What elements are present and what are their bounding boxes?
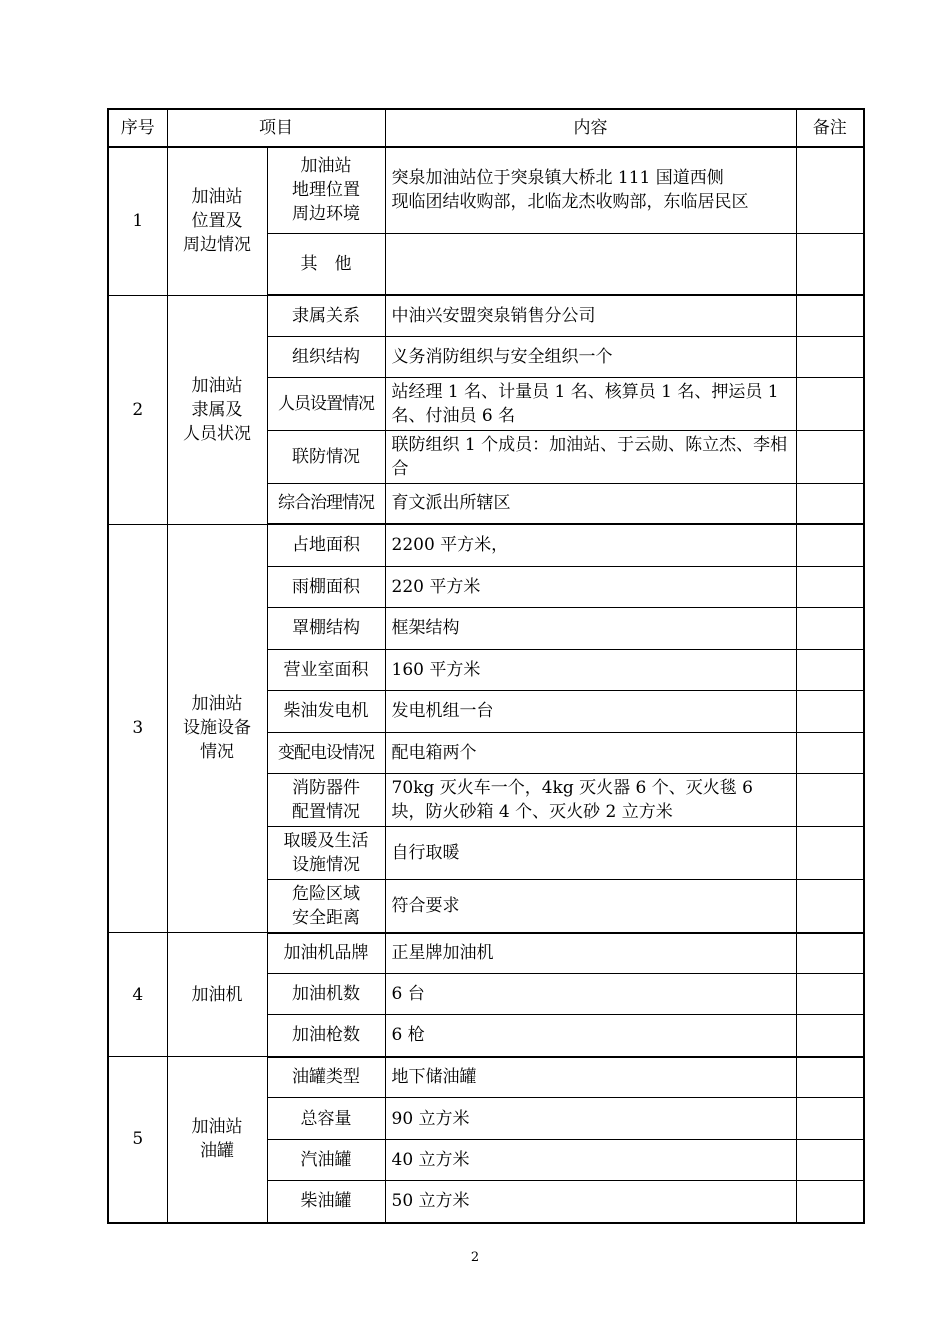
item-label: 其 他 bbox=[267, 233, 385, 295]
item-label: 雨棚面积 bbox=[267, 566, 385, 607]
item-label: 柴油罐 bbox=[267, 1181, 385, 1223]
item-content: 育文派出所辖区 bbox=[385, 483, 796, 524]
item-content: 70kg 灭火车一个，4kg 灭火器 6 个、灭火毯 6 块，防火砂箱 4 个、灭火砂 2 立方米 bbox=[385, 773, 796, 826]
item-content: 突泉加油站位于突泉镇大桥北 111 国道西侧 现临团结收购部，北临龙杰收购部，东临居民区 bbox=[385, 147, 796, 233]
item-remark bbox=[796, 1098, 864, 1140]
group-number: 4 bbox=[108, 933, 167, 1057]
item-content: 40 立方米 bbox=[385, 1140, 796, 1181]
item-remark bbox=[796, 336, 864, 377]
item-content: 符合要求 bbox=[385, 879, 796, 933]
group-name: 加油站 位置及 周边情况 bbox=[167, 147, 267, 295]
item-remark bbox=[796, 974, 864, 1015]
item-remark bbox=[796, 607, 864, 649]
item-remark bbox=[796, 879, 864, 933]
table-row bbox=[108, 147, 864, 233]
item-label: 综合治理情况 bbox=[267, 483, 385, 524]
table-row bbox=[108, 524, 864, 566]
item-content bbox=[385, 233, 796, 295]
item-remark bbox=[796, 649, 864, 690]
table-row bbox=[108, 1057, 864, 1098]
item-remark bbox=[796, 1057, 864, 1098]
group-number: 3 bbox=[108, 524, 167, 933]
item-remark bbox=[796, 233, 864, 295]
item-label: 加油枪数 bbox=[267, 1015, 385, 1057]
group-number: 5 bbox=[108, 1057, 167, 1223]
item-remark bbox=[796, 566, 864, 607]
item-remark bbox=[796, 1015, 864, 1057]
item-content: 联防组织 1 个成员：加油站、于云勋、陈立杰、李相合 bbox=[385, 430, 796, 483]
item-label: 隶属关系 bbox=[267, 295, 385, 336]
item-content: 发电机组一台 bbox=[385, 690, 796, 732]
item-label: 加油机品牌 bbox=[267, 933, 385, 974]
item-content: 6 台 bbox=[385, 974, 796, 1015]
item-remark bbox=[796, 483, 864, 524]
item-label: 汽油罐 bbox=[267, 1140, 385, 1181]
item-remark bbox=[796, 933, 864, 974]
item-label: 占地面积 bbox=[267, 524, 385, 566]
table-row bbox=[108, 295, 864, 336]
item-label: 加油站 地理位置 周边环境 bbox=[267, 147, 385, 233]
item-label: 组织结构 bbox=[267, 336, 385, 377]
item-label: 罩棚结构 bbox=[267, 607, 385, 649]
item-remark bbox=[796, 1140, 864, 1181]
station-info-table bbox=[107, 108, 865, 1224]
item-remark bbox=[796, 295, 864, 336]
item-content: 220 平方米 bbox=[385, 566, 796, 607]
header-content: 内容 bbox=[385, 109, 796, 147]
item-content: 义务消防组织与安全组织一个 bbox=[385, 336, 796, 377]
item-remark bbox=[796, 826, 864, 879]
item-label: 总容量 bbox=[267, 1098, 385, 1140]
item-content: 90 立方米 bbox=[385, 1098, 796, 1140]
item-content: 配电箱两个 bbox=[385, 732, 796, 773]
item-remark bbox=[796, 773, 864, 826]
item-remark bbox=[796, 524, 864, 566]
item-content: 框架结构 bbox=[385, 607, 796, 649]
item-label: 取暖及生活 设施情况 bbox=[267, 826, 385, 879]
item-content: 160 平方米 bbox=[385, 649, 796, 690]
item-label: 加油机数 bbox=[267, 974, 385, 1015]
item-label: 变配电设情况 bbox=[267, 732, 385, 773]
item-content: 正星牌加油机 bbox=[385, 933, 796, 974]
item-label: 柴油发电机 bbox=[267, 690, 385, 732]
group-name: 加油站 设施设备 情况 bbox=[167, 524, 267, 933]
item-remark bbox=[796, 147, 864, 233]
item-label: 油罐类型 bbox=[267, 1057, 385, 1098]
group-number: 2 bbox=[108, 295, 167, 524]
item-remark bbox=[796, 430, 864, 483]
table-row bbox=[108, 933, 864, 974]
group-name: 加油机 bbox=[167, 933, 267, 1057]
table-header-row bbox=[108, 109, 864, 147]
item-remark bbox=[796, 377, 864, 430]
header-no: 序号 bbox=[108, 109, 167, 147]
group-name: 加油站 油罐 bbox=[167, 1057, 267, 1223]
item-remark bbox=[796, 1181, 864, 1223]
item-label: 危险区域 安全距离 bbox=[267, 879, 385, 933]
header-item: 项目 bbox=[167, 109, 385, 147]
item-label: 人员设置情况 bbox=[267, 377, 385, 430]
item-label: 联防情况 bbox=[267, 430, 385, 483]
item-remark bbox=[796, 690, 864, 732]
item-content: 地下储油罐 bbox=[385, 1057, 796, 1098]
header-remark: 备注 bbox=[796, 109, 864, 147]
item-label: 营业室面积 bbox=[267, 649, 385, 690]
item-label: 消防器件 配置情况 bbox=[267, 773, 385, 826]
item-content: 50 立方米 bbox=[385, 1181, 796, 1223]
item-content: 站经理 1 名、计量员 1 名、核算员 1 名、押运员 1 名、付油员 6 名 bbox=[385, 377, 796, 430]
item-content: 2200 平方米， bbox=[385, 524, 796, 566]
item-remark bbox=[796, 732, 864, 773]
item-content: 中油兴安盟突泉销售分公司 bbox=[385, 295, 796, 336]
item-content: 6 枪 bbox=[385, 1015, 796, 1057]
group-name: 加油站 隶属及 人员状况 bbox=[167, 295, 267, 524]
item-content: 自行取暖 bbox=[385, 826, 796, 879]
page-number: 2 bbox=[470, 1250, 480, 1265]
group-number: 1 bbox=[108, 147, 167, 295]
